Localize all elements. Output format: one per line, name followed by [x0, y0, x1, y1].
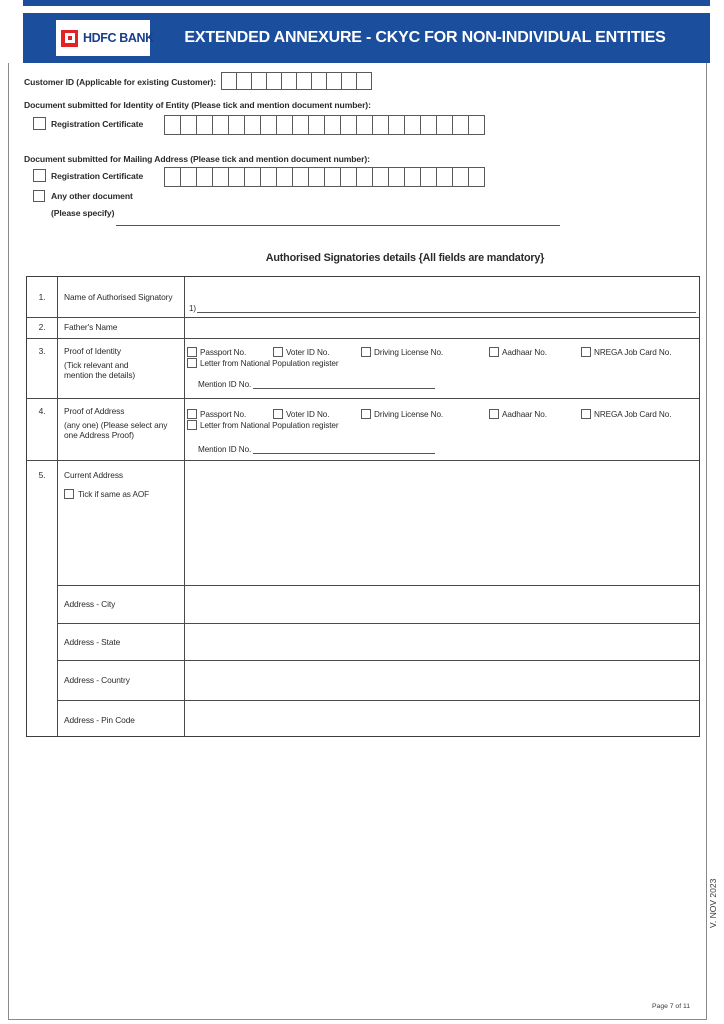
proof-of-identity-options — [185, 339, 699, 398]
address-country-row — [58, 660, 699, 700]
same-as-aof-option[interactable]: Tick if same as AOF — [64, 489, 180, 499]
address-state-entry-cell[interactable] — [185, 624, 699, 660]
char-box[interactable] — [164, 167, 181, 187]
char-box[interactable] — [236, 72, 252, 90]
char-box[interactable] — [372, 115, 389, 135]
checkbox[interactable] — [187, 420, 197, 430]
current-address-row — [58, 461, 699, 585]
identity-registration-certificate-label: Registration Certificate — [51, 119, 144, 129]
address-city-entry-cell[interactable] — [185, 586, 699, 623]
row-number: 5. — [27, 461, 58, 736]
char-box[interactable] — [404, 115, 421, 135]
address-passport-option[interactable]: Passport No. — [187, 409, 246, 419]
identity-aadhaar-option[interactable]: Aadhaar No. — [489, 347, 547, 357]
checkbox[interactable] — [273, 347, 283, 357]
identity-voter-id-option[interactable]: Voter ID No. — [273, 347, 329, 357]
mailing-doc-heading: Document submitted for Mailing Address (Please tick and mention document number): — [24, 154, 370, 164]
checkbox[interactable] — [187, 358, 197, 368]
mailing-registration-certificate-label: Registration Certificate — [51, 171, 144, 181]
char-box[interactable] — [388, 115, 405, 135]
char-box[interactable] — [468, 167, 485, 187]
char-box[interactable] — [340, 167, 357, 187]
address-npr-letter-option[interactable]: Letter from National Population register — [187, 420, 338, 430]
char-box[interactable] — [324, 115, 341, 135]
char-box[interactable] — [388, 167, 405, 187]
char-box[interactable] — [372, 167, 389, 187]
identity-driving-license-option[interactable]: Driving License No. — [361, 347, 443, 357]
table-row-proof-of-address — [27, 398, 699, 460]
row-number: 1. — [27, 277, 58, 317]
char-box[interactable] — [340, 115, 357, 135]
char-box[interactable] — [356, 72, 372, 90]
char-box[interactable] — [244, 167, 261, 187]
char-box[interactable] — [266, 72, 282, 90]
char-box[interactable] — [281, 72, 297, 90]
address-driving-license-option[interactable]: Driving License No. — [361, 409, 443, 419]
checkbox[interactable] — [187, 347, 197, 357]
address-aadhaar-option[interactable]: Aadhaar No. — [489, 409, 547, 419]
table-row-proof-of-identity — [27, 338, 699, 398]
char-box[interactable] — [292, 167, 309, 187]
char-box[interactable] — [341, 72, 357, 90]
address-pin-code-row — [58, 700, 699, 736]
checkbox[interactable] — [489, 347, 499, 357]
checkbox[interactable] — [187, 409, 197, 419]
char-box[interactable] — [212, 167, 229, 187]
char-box[interactable] — [308, 167, 325, 187]
hdfc-logo-icon — [61, 30, 78, 47]
char-box[interactable] — [296, 72, 312, 90]
char-box[interactable] — [276, 115, 293, 135]
char-box[interactable] — [468, 115, 485, 135]
row-number: 2. — [27, 318, 58, 338]
char-box[interactable] — [356, 167, 373, 187]
char-box[interactable] — [436, 115, 453, 135]
identity-passport-option[interactable]: Passport No. — [187, 347, 246, 357]
mailing-doc-number-input[interactable] — [165, 167, 485, 187]
char-box[interactable] — [196, 167, 213, 187]
row-label: Address - State — [58, 624, 185, 660]
any-other-document-label: Any other document — [51, 191, 133, 201]
char-box[interactable] — [420, 167, 437, 187]
row-label: Current Address Tick if same as AOF — [58, 461, 185, 585]
char-box[interactable] — [452, 167, 469, 187]
same-as-aof-checkbox[interactable] — [64, 489, 74, 499]
char-box[interactable] — [292, 115, 309, 135]
table-row-fathers-name — [27, 317, 699, 338]
proof-of-address-options — [185, 399, 699, 460]
address-state-row — [58, 623, 699, 660]
identity-nrega-option[interactable]: NREGA Job Card No. — [581, 347, 671, 357]
char-box[interactable] — [180, 167, 197, 187]
header-bar — [23, 13, 710, 63]
char-box[interactable] — [260, 167, 277, 187]
char-box[interactable] — [196, 115, 213, 135]
char-box[interactable] — [404, 167, 421, 187]
customer-id-label: Customer ID (Applicable for existing Customer): — [24, 77, 217, 87]
customer-id-input[interactable] — [222, 72, 372, 90]
name-write-line[interactable] — [197, 303, 696, 313]
char-box[interactable] — [311, 72, 327, 90]
page-number: Page 7 of 11 — [652, 1003, 691, 1010]
identity-id-number-input[interactable] — [253, 379, 435, 389]
identity-doc-heading: Document submitted for Identity of Entity (Please tick and mention document number): — [24, 100, 371, 110]
char-box[interactable] — [228, 167, 245, 187]
char-box[interactable] — [244, 115, 261, 135]
char-box[interactable] — [164, 115, 181, 135]
fathers-name-entry-cell[interactable] — [185, 318, 699, 338]
char-box[interactable] — [452, 115, 469, 135]
form-title: EXTENDED ANNEXURE - CKYC FOR NON-INDIVIDUAL ENTITIES — [184, 29, 666, 46]
address-id-number-input[interactable] — [253, 444, 435, 454]
char-box[interactable] — [420, 115, 437, 135]
address-country-entry-cell[interactable] — [185, 661, 699, 700]
row-label: Address - Pin Code — [58, 701, 185, 736]
row-label: Name of Authorised Signatory — [58, 277, 185, 317]
char-box[interactable] — [276, 167, 293, 187]
checkbox[interactable] — [581, 409, 591, 419]
address-city-row — [58, 585, 699, 623]
checkbox[interactable] — [489, 409, 499, 419]
char-box[interactable] — [228, 115, 245, 135]
please-specify-label: (Please specify) — [51, 208, 115, 218]
name-entry-cell[interactable] — [185, 277, 699, 317]
checkbox[interactable] — [581, 347, 591, 357]
identity-doc-number-input[interactable] — [165, 115, 485, 135]
identity-registration-certificate-checkbox[interactable] — [33, 117, 46, 130]
table-row-current-address-group — [27, 460, 699, 736]
address-pin-code-entry-cell[interactable] — [185, 701, 699, 736]
row-label: Proof of Identity (Tick relevant and mention the details) — [58, 339, 185, 398]
char-box[interactable] — [212, 115, 229, 135]
checkbox[interactable] — [361, 409, 371, 419]
top-accent-strip — [23, 0, 710, 6]
char-box[interactable] — [356, 115, 373, 135]
hdfc-logo — [56, 20, 154, 56]
identity-mention-id: Mention ID No. — [198, 379, 435, 389]
char-box[interactable] — [251, 72, 267, 90]
char-box[interactable] — [180, 115, 197, 135]
bank-name: HDFC BANK — [83, 31, 154, 45]
identity-npr-letter-option[interactable]: Letter from National Population register — [187, 358, 338, 368]
current-address-entry-cell[interactable] — [185, 461, 699, 585]
signatories-table — [26, 276, 700, 737]
checkbox[interactable] — [361, 347, 371, 357]
row-label: Proof of Address (any one) (Please select any one Address Proof) — [58, 399, 185, 460]
mailing-registration-certificate-checkbox[interactable] — [33, 169, 46, 182]
row-label: Father's Name — [58, 318, 185, 338]
version-label: V. NOV 2023 — [708, 878, 718, 928]
row-label: Address - Country — [58, 661, 185, 700]
char-box[interactable] — [436, 167, 453, 187]
table-row-name — [27, 277, 699, 317]
char-box[interactable] — [308, 115, 325, 135]
char-box[interactable] — [326, 72, 342, 90]
address-mention-id: Mention ID No. — [198, 444, 435, 454]
char-box[interactable] — [260, 115, 277, 135]
please-specify-input[interactable] — [116, 208, 560, 226]
address-voter-id-option[interactable]: Voter ID No. — [273, 409, 329, 419]
any-other-document-checkbox[interactable] — [33, 190, 45, 202]
checkbox[interactable] — [273, 409, 283, 419]
signatories-section-title: Authorised Signatories details {All fields are mandatory} — [265, 252, 545, 264]
entry-prefix: 1) — [189, 304, 196, 313]
row-number: 4. — [27, 399, 58, 460]
address-nrega-option[interactable]: NREGA Job Card No. — [581, 409, 671, 419]
row-label: Address - City — [58, 586, 185, 623]
char-box[interactable] — [221, 72, 237, 90]
row-number: 3. — [27, 339, 58, 398]
char-box[interactable] — [324, 167, 341, 187]
